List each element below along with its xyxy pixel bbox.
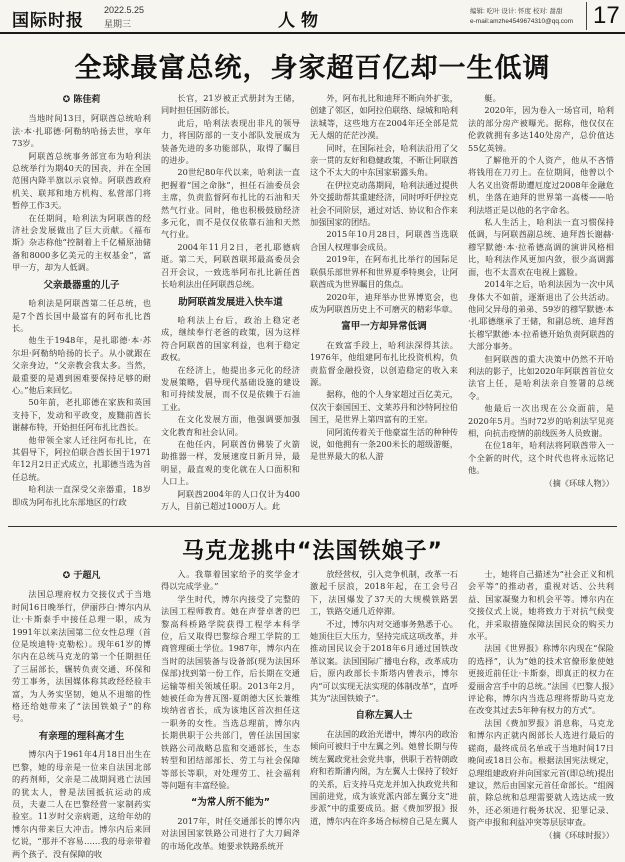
paragraph: 在文化发展方面，他强调要加强文化教育和社会认同。 — [161, 414, 300, 437]
subheading: 助阿联酋发展进入快车道 — [178, 296, 283, 308]
paragraph: 同时，在国际社会，哈利法沿用了父亲一贯的友好和稳健政策，不断让阿联酋这个不太大的中东国家崭露头角。 — [310, 142, 458, 178]
paragraph: 学生时代，博尔内接受了完整的法国工程师教育。她在声誉卓著的巴黎高科桥路学院获得工程学本科学位，后又取得巴黎综合理工学院的工商管理硕士学位。1987年，博尔内在当时的法国装备与设备部(现为法国环保部)找到第一份工作，后长期在交通运输等相关领域任职。2013年2月，她被任命为普瓦图-夏朗德大区长兼维埃纳省省长，成为该地区首次担任这一职务的女性。当选总理前，博尔内长期供职于公共部门，曾任法国国家铁路公司战略总监和交通部长，生态转型和团结部部长、劳工与社会保障等部长等职，对处理劳工、社会福利等问题有丰富经验。 — [161, 593, 300, 790]
article1-column-3 — [310, 92, 458, 524]
paragraph: 不过，博尔内对交通事务熟悉于心。她顶住巨大压力，坚持完成这项改革，并推动国民议会于2018年6月通过国铁改革议案。法国国际广播电台称，改革成功后，原内政部长卡斯塔内曾表示，博尔内“可以实现无法实现的体制改革”，直呼其为“法国铁娘子”。 — [310, 618, 458, 704]
article2-column-4 — [468, 568, 614, 858]
paragraph: 在致富手段上，哈利法深得其法。1976年，他组建阿布扎比投资机构，负责监督金融投资，以创造稳定的收入来源。 — [310, 339, 458, 387]
issue-date: 2022.5.25 — [104, 5, 145, 15]
issue-weekday: 星期三 — [104, 19, 132, 29]
subheading: 自称左翼人士 — [355, 710, 413, 722]
paragraph: 2015年10月28日，阿联酋当选联合国人权理事会成员。 — [310, 229, 458, 252]
paragraph: 博尔内于1961年4月18日出生在巴黎，她的母亲是一位来自法国北部的药剂师，父亲是二战期间逃亡法国的犹太人，曾是法国抵抗运动的成员，夫妻二人在巴黎经营一家制药实验室。11岁时父亲病逝，这给年幼的博尔内带来巨大冲击。博尔内后来回忆说，“那并不容易……我的母亲带着两个孩子，没有保障的收 — [12, 749, 151, 858]
paragraph: 哈利法上台后，政治上稳定老成，继续奉行老爸的政策，因为这样符合阿联酋的国家利益，也利于稳定政权。 — [161, 314, 300, 363]
editor-credits: 编辑: 吃叶 设计: 怀度 校对: 甜甜 — [470, 8, 563, 15]
paragraph: 在伊拉克动荡期间，哈利法通过提供外交援助帮其重建经济，同时呼吁伊拉克社会不同阶层，通过对话、协议和合作来加强国家的团结。 — [310, 179, 458, 228]
article1-column-1 — [12, 92, 151, 524]
paragraph: 当地时间13日，阿联酋总统哈利法·本·扎耶德·阿勒纳哈扬去世，享年73岁。 — [12, 113, 151, 149]
article2-byline: ✪ 于超凡 — [62, 571, 101, 581]
paragraph: 法国《世界报》称博尔内现在“保险的选择”，认为“她的技术官僚形象使她更接近前任让·卡斯泰，即真正的权力在爱丽舍宫手中的总统。”法国《巴黎人报》评论称，博尔内当选总理将帮助马克龙在改变其过去5年种有权力的方式”。 — [468, 643, 614, 716]
paragraph: 20世纪80年代以来，哈利法一直把握着“国之命脉”，担任石油委员会主席，负责监督阿布扎比的石油和天然气行业。同时，他也积极鼓励经济多元化，而不是仅仅依靠石油和天然气行业。 — [161, 167, 300, 240]
subheading: 有亲理的理科高才生 — [38, 730, 125, 742]
paragraph: 阿联酋总统事务部宣布为哈利法总统举行为期40天的国丧，并在全国范围内降半旗以示哀悼。阿联酋政府机关、联邦和地方机构、私营部门将暂停工作3天。 — [12, 150, 151, 211]
article1-column-4 — [468, 92, 614, 524]
article1-column-2 — [161, 92, 300, 524]
paragraph: 他最后一次出现在公众面前，是2020年5月。当时72岁的哈利法罕见亮相，向抗击疫情的前线医务人员致谢。 — [468, 403, 614, 438]
article2-column-3 — [310, 568, 458, 858]
article2-column-1 — [12, 568, 151, 858]
article-divider — [8, 526, 617, 527]
paragraph: 2017年，时任交通部长的博尔内对法国国家铁路公司进行了大刀阔斧的市场化改革。她要求铁路系统开 — [161, 815, 300, 851]
paragraph: 艇。 — [484, 93, 501, 103]
paragraph: 2014年之后，哈利法因为一次中风身体大不如前，逐渐退出了公共活动。他同父异母的弟弟、59岁的穆罕默德·本·扎耶德继承了王储，和副总统、迪拜酋长穆罕默德·本·拉希德开始负责阿联酋的大部分事务。 — [468, 279, 614, 352]
article1-headline: 全球最富总统，身家超百亿却一生低调 — [74, 53, 551, 84]
article2-source: （摘《环球时报》） — [544, 829, 614, 840]
paragraph: 长官，21岁被正式册封为王储，同时担任国防部长。 — [161, 93, 300, 116]
paragraph: 外，阿布扎比和迪拜不断向外扩张，创建了邻区，如阿拉伯联络、绿城和哈利法城等，这些地方在2004年还全部是荒无人烟的茫茫沙漠。 — [310, 93, 458, 141]
section-name: 人物 — [278, 11, 324, 31]
paragraph: 在任期间，哈利法为阿联酋的经济社会发展做出了巨大贡献。《福布斯》杂志称他“控制着上千亿桶原油储备和8000多亿美元的主权基金”，富甲一方，却为人低调。 — [12, 212, 151, 273]
paragraph: 士，她将自己描述为“社会正义和机会平等”的推动者，重视对话、公共利益、国家凝聚力和机会平等。博尔内在交接仪式上说，她将致力于对抗气候变化，并采取措施保障法国民众的购买力水平。 — [468, 569, 614, 642]
editor-email: e-mail:amzhe4549674310@qq.com — [470, 18, 574, 25]
article2-headline: 马克龙挑中“法国铁娘子” — [182, 539, 443, 564]
paragraph: 了解他开的个人资产，他从不吝惜将钱用在刀刃上。在位期间，他曾以个人名义出资帮助遭厄度过2008年金融危机，坐落在迪拜的世界第一高楼——哈利法塔正是以他的名字命名。 — [468, 155, 614, 215]
paragraph: 哈利法是阿联酋第二任总统，也是7个酋长国中最富有的阿布扎比酋长。 — [12, 298, 151, 333]
paragraph: 他生于1948年，是扎耶德·本·苏尔坦·阿勒纳哈扬的长子。从小就跟在父亲身边，“父亲教会我太多。当然，最重要的是遇到困难要保持足够的耐心。”他后来回忆。 — [12, 335, 151, 395]
paragraph: 2004年11月2日，老扎耶德病逝。第二天，阿联酋联邦最高委员会召开会议，一致选举阿布扎比新任酋长哈利法出任阿联酋总统。 — [161, 241, 300, 290]
paragraph: 此后，哈利法表现出非凡的领导力，将国防部的一支小部队发展成为装备先进的多功能部队，取得了瞩目的进步。 — [161, 117, 300, 166]
paragraph: 放经营权，引入竞争机制，改革一石激起千层浪，2018年起，在工会号召下，法国爆发了37天的大规模铁路罢工，铁路交通几近停滞。 — [310, 569, 458, 617]
subheading: 父亲最器重的儿子 — [43, 279, 120, 291]
article1-source: （摘《环球人物》） — [544, 477, 614, 488]
subheading: “为常人所不能为” — [191, 797, 270, 809]
paragraph: 哈利法一直深受父亲器重，18岁即成为阿布扎比东部地区的行政 — [12, 484, 151, 507]
paragraph: 私人生活上，哈利法一直习惯保持低调，与阿联酋副总统、迪拜酋长谢赫·穆罕默德·本·拉希德高调的演讲风格相比，哈利法作风更加内敛，很少高调露面，也不太喜欢在电视上露脸。 — [468, 217, 614, 277]
subheading: 富甲一方却异常低调 — [341, 321, 427, 333]
paragraph: 在法国的政治光谱中，博尔内的政治倾向可被归于中左翼之列。她曾长期与传统左翼政党社会党共事，供职于若特朗政府和若斯潘内阁，为左翼人士保持了较好的关系，后支持马克龙并加入执政党共和国前进党，成为该党派内部左翼分支“进步派”中的重要成员。据《费加罗报》报道，博尔内在许多场合标榜自己是左翼人 — [310, 728, 458, 826]
newspaper-logo: 国际时报 — [12, 11, 84, 31]
paragraph: 但阿联酋的重大决策中仍然不开哈利法的影子，比如2020年阿联酋首位女法官上任，是哈利法亲自签署的总统令。 — [468, 353, 614, 401]
paragraph: 据称，他的个人身家超过百亿美元，仅次于泰国国王、文莱苏丹和沙特阿拉伯国王，是世界上第四富有的王室。 — [310, 389, 458, 425]
paragraph: 50年前，老扎耶德在家族和英国支持下，发动和平政变，废黜前酋长谢赫布特，开始担任阿布扎比酋长。 — [12, 397, 151, 433]
paragraph: 在经济上，他提出多元化的经济发展策略，倡导现代基础设施的建设和可持续发展，而不仅是依赖于石油工业。 — [161, 364, 300, 412]
paragraph: 2020年，因为卷入一场官司，哈利法的部分房产被曝光。据称，他仅仅在伦敦就拥有多达140处房产，总价值达55亿英镑。 — [468, 105, 614, 153]
paragraph: 2019年，在阿布扎比举行的国际足联俱乐部世界杯和世界夏季特奥会，让阿联酋成为世界瞩目的焦点。 — [310, 254, 458, 290]
paragraph: 法国《费加罗报》消息称，马克龙和博尔内正就内阁部长人选进行最后的磋商，最终成员名单或于当地时间17日晚间或18日公布。根据法国宪法规定，总理组建政府并向国家元首(即总统)提出建议，然后由国家元首任命部长。“组阁前，除总统和总理需要就人选达成一致外，还必须进行税务状况、犯罪记录、资产申报和利益冲突等层层审查。 — [468, 717, 614, 828]
paragraph: 2020年，迪拜举办世界博览会，也成为阿联酋历史上不可磨灭的精彩华章。 — [310, 291, 458, 314]
paragraph: 入。我靠着国家给予的奖学金才得以完成学业。” — [161, 569, 300, 592]
article2-column-2 — [161, 568, 300, 858]
paragraph: 他带领全家人迁往阿布扎比，在其倡导下，阿拉伯联合酋长国于1971年12月2日正式成立，扎耶德当选为首任总统。 — [12, 434, 151, 482]
paragraph: 在位18年，哈利法将阿联酋带入一个全新的时代，这个时代也将永远铭记他。 — [468, 440, 614, 476]
page-number: 17 — [586, 2, 620, 30]
paragraph: 在他任内，阿联酋仿佛装了火箭助推器一样，发展速度日新月异，最明显，最直观的变化就在人口面积和人口上。 — [161, 438, 300, 487]
paragraph: 阿联酋2004年的人口仅计为400万人，目前已超过1000万人。此 — [161, 488, 300, 511]
masthead — [0, 0, 625, 34]
article1-byline: ✪ 陈佳莉 — [62, 95, 101, 105]
paragraph: 同阿流传着关于他豪富生活的种种传说，如他拥有一条200米长的超级游艇，是世界最大的私人游 — [310, 426, 458, 462]
paragraph: 法国总理府权力交接仪式于当地时间16日晚举行，伊丽莎白·博尔内从让·卡斯泰手中接任总理一职，成为1991年以来法国第二位女性总理（首位是埃迪特·克勒松）。现年61岁的博尔内在总统马克龙的第一个任期担任了三届部长，辗转负责交通、环保和劳工事务，法国媒体称其政经经验丰富，为人务实坚韧，她从不退缩的性格还给她带来了“法国铁娘子”的称号。 — [12, 589, 151, 724]
